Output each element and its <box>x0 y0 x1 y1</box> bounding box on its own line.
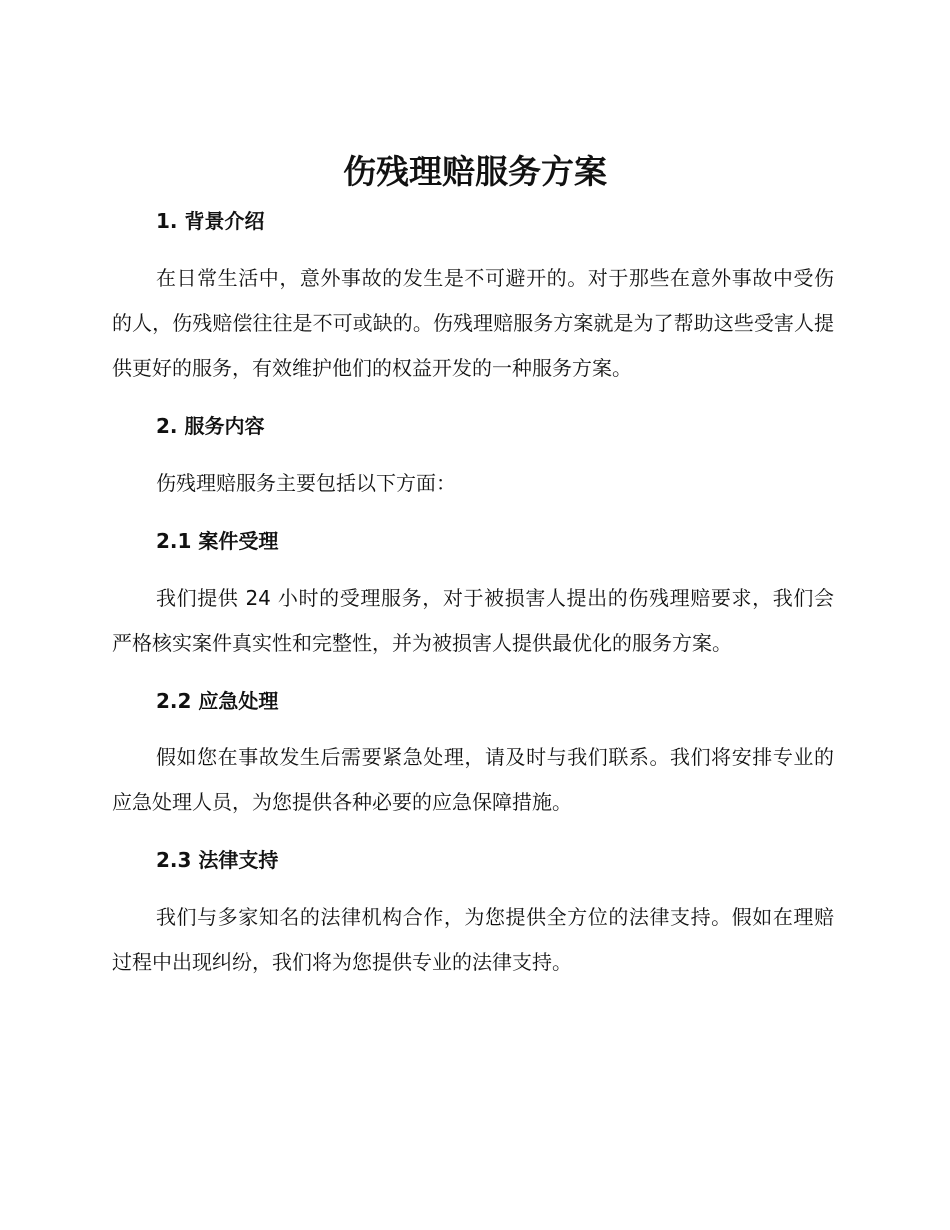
section-heading-legal-support: 2.3 法律支持 <box>156 848 279 872</box>
section-paragraph-service-content: 伤残理赔服务主要包括以下方面： <box>156 471 456 495</box>
section-paragraph-emergency-handling: 假如您在事故发生后需要紧急处理，请及时与我们联系。我们将安排专业的应急处理人员，为您提供各种必要的应急保障措施。 <box>112 745 834 814</box>
document-title: 伤残理赔服务方案 <box>343 152 607 191</box>
section-paragraph-background: 在日常生活中，意外事故的发生是不可避开的。对于那些在意外事故中受伤的人，伤残赔偿往往是不可或缺的。伤残理赔服务方案就是为了帮助这些受害人提供更好的服务，有效维护他们的权益开发的一种服务方案。 <box>112 266 834 380</box>
section-heading-emergency-handling: 2.2 应急处理 <box>156 689 279 713</box>
section-heading-case-acceptance: 2.1 案件受理 <box>156 529 279 553</box>
section-paragraph-legal-support: 我们与多家知名的法律机构合作，为您提供全方位的法律支持。假如在理赔过程中出现纠纷，我们将为您提供专业的法律支持。 <box>112 905 834 974</box>
section-paragraph-case-acceptance: 我们提供 24 小时的受理服务，对于被损害人提出的伤残理赔要求，我们会严格核实案件真实性和完整性，并为被损害人提供最优化的服务方案。 <box>112 586 834 655</box>
section-heading-service-content: 2. 服务内容 <box>156 414 265 438</box>
section-heading-background: 1. 背景介绍 <box>156 209 265 233</box>
